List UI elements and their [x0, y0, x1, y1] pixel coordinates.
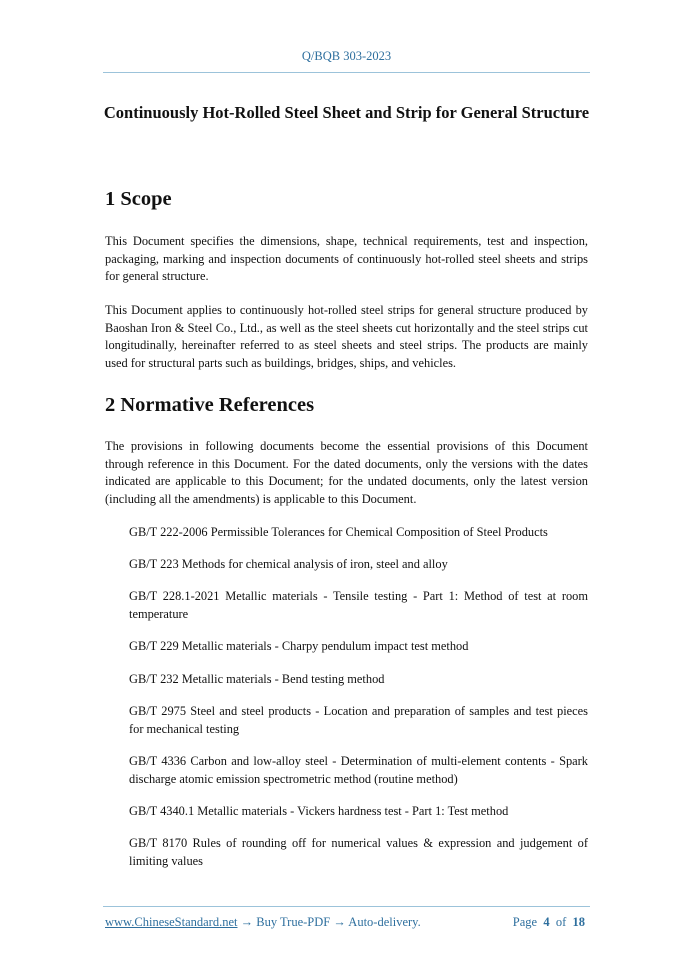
document-title: Continuously Hot-Rolled Steel Sheet and Strip for General Structure	[103, 103, 590, 122]
reference-item: GB/T 223 Methods for chemical analysis of iron, steel and alloy	[129, 557, 448, 571]
page-label: Page	[512, 915, 538, 929]
footer-promo-text: → Buy True-PDF → Auto-delivery.	[237, 915, 421, 929]
document-code-header: Q/BQB 303-2023	[301, 49, 392, 63]
of-label: of	[555, 915, 567, 929]
chinesestandard-link[interactable]: www.ChineseStandard.net	[105, 915, 238, 929]
section-heading-scope: 1 Scope	[105, 188, 172, 210]
header-divider	[103, 72, 590, 73]
reference-item: GB/T 228.1-2021 Metallic materials - Tensile testing - Part 1: Method of test at room temperature	[129, 589, 588, 621]
section-heading-normative-references: 2 Normative References	[105, 394, 315, 416]
reference-item: GB/T 232 Metallic materials - Bend testing method	[129, 672, 385, 686]
references-intro-paragraph: The provisions in following documents become the essential provisions of this Document through reference in this Document. For the dated documents, only the versions with the dates indicated are applicable to this Document; for the undated documents, only the latest version (including all the amendments) is applicable to this Document.	[105, 439, 588, 506]
reference-item: GB/T 229 Metallic materials - Charpy pendulum impact test method	[129, 639, 469, 653]
footer-divider	[103, 906, 590, 907]
reference-item: GB/T 222-2006 Permissible Tolerances for Chemical Composition of Steel Products	[129, 525, 548, 539]
total-pages: 18	[572, 915, 585, 929]
reference-item: GB/T 8170 Rules of rounding off for numerical values & expression and judgement of limiting values	[129, 836, 588, 868]
scope-paragraph-1: This Document specifies the dimensions, shape, technical requirements, test and inspection, packaging, marking and inspection documents of continuously hot-rolled steel sheets and strips for general structure.	[105, 234, 588, 284]
reference-item: GB/T 4340.1 Metallic materials - Vickers hardness test - Part 1: Test method	[129, 804, 509, 818]
current-page: 4	[543, 915, 550, 929]
reference-item: GB/T 2975 Steel and steel products - Location and preparation of samples and test pieces for mechanical testing	[129, 704, 588, 736]
scope-paragraph-2: This Document applies to continuously hot-rolled steel strips for general structure produced by Baoshan Iron & Steel Co., Ltd., as well as the steel sheets cut horizontally and the steel strips cut longitudinally, hereinafter referred to as steel sheets and steel strips. The products are mainly used for structural parts such as buildings, bridges, ships, and vehicles.	[105, 303, 588, 370]
footer	[105, 915, 585, 930]
reference-item: GB/T 4336 Carbon and low-alloy steel - Determination of multi-element contents - Spark discharge atomic emission spectrometric method (routine method)	[129, 754, 588, 786]
page-indicator	[513, 915, 585, 930]
